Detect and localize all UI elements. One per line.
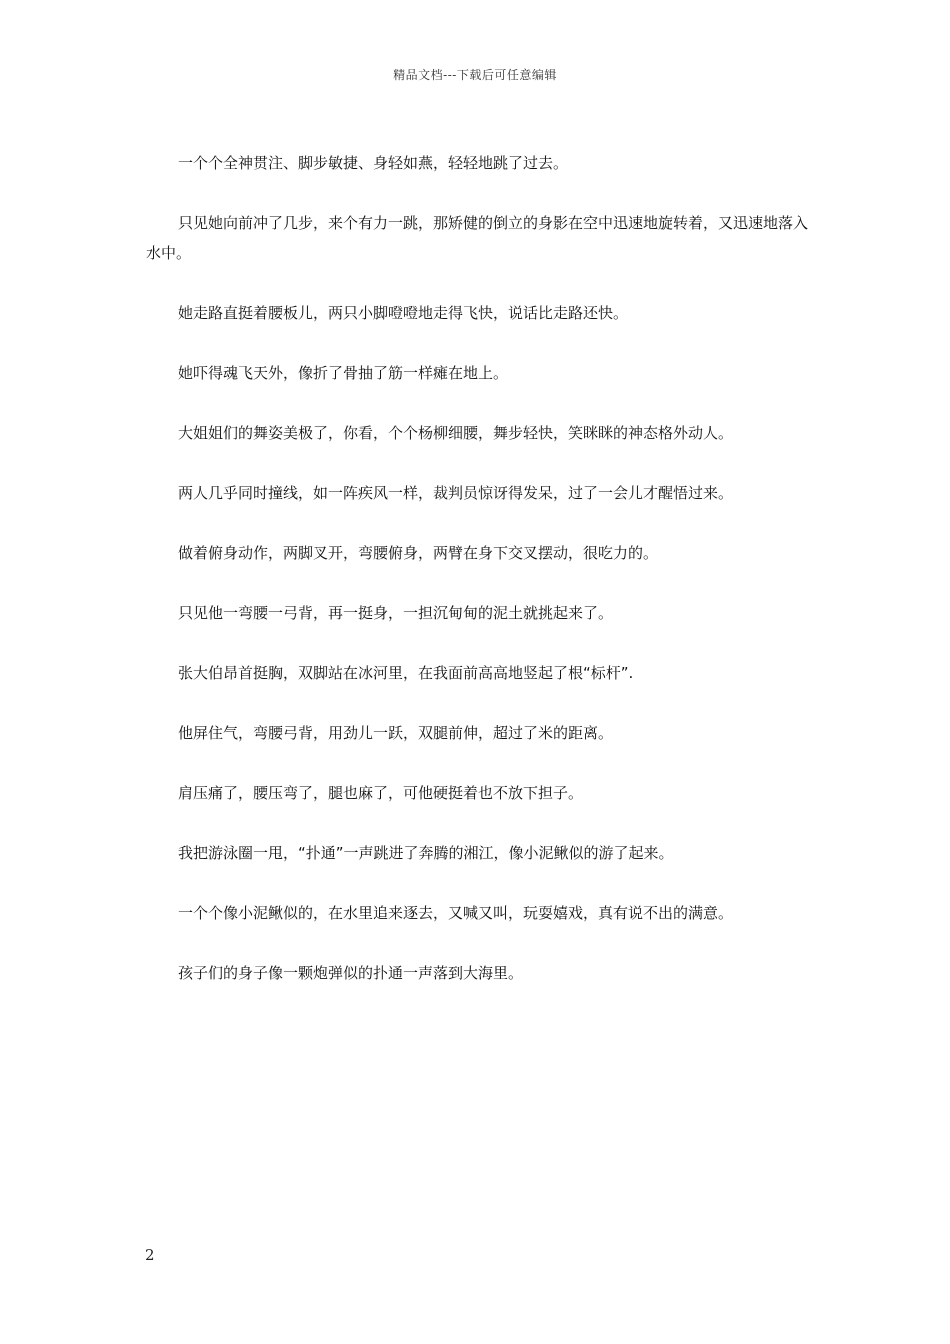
paragraph: 张大伯昂首挺胸，双脚站在冰河里，在我面前高高地竖起了根“标杆”. xyxy=(178,664,634,682)
paragraph: 一个个全神贯注、脚步敏捷、身轻如燕，轻轻地跳了过去。 xyxy=(178,154,569,172)
paragraph: 肩压痛了，腰压弯了，腿也麻了，可他硬挺着也不放下担子。 xyxy=(178,784,584,802)
paragraph: 他屏住气，弯腰弓背，用劲儿一跃，双腿前伸，超过了米的距离。 xyxy=(178,724,614,742)
document-body xyxy=(146,148,810,1018)
paragraph: 我把游泳圈一甩，“扑通”一声跳进了奔腾的湘江，像小泥鳅似的游了起来。 xyxy=(178,844,674,862)
paragraph: 两人几乎同时撞线，如一阵疾风一样，裁判员惊讶得发呆，过了一会儿才醒悟过来。 xyxy=(178,484,734,502)
paragraph: 一个个像小泥鳅似的，在水里追来逐去，又喊又叫，玩耍嬉戏，真有说不出的满意。 xyxy=(178,904,734,922)
paragraph: 她走路直挺着腰板儿，两只小脚噔噔地走得飞快，说话比走路还快。 xyxy=(178,304,629,322)
paragraph: 只见她向前冲了几步，来个有力一跳，那矫健的倒立的身影在空中迅速地旋转着，又迅速地落入水中。 xyxy=(146,214,809,262)
paragraph: 她吓得魂飞天外，像折了骨抽了筋一样瘫在地上。 xyxy=(178,364,509,382)
paragraph: 大姐姐们的舞姿美极了，你看，个个杨柳细腰，舞步轻快，笑眯眯的神态格外动人。 xyxy=(178,424,734,442)
paragraph: 做着俯身动作，两脚叉开，弯腰俯身，两臂在身下交叉摆动，很吃力的。 xyxy=(178,544,659,562)
paragraph: 孩子们的身子像一颗炮弹似的扑通一声落到大海里。 xyxy=(178,964,524,982)
page-header: 精品文档---下载后可任意编辑 xyxy=(393,68,557,82)
page-number: 2 xyxy=(145,1246,155,1264)
paragraph: 只见他一弯腰一弓背，再一挺身，一担沉甸甸的泥土就挑起来了。 xyxy=(178,604,614,622)
